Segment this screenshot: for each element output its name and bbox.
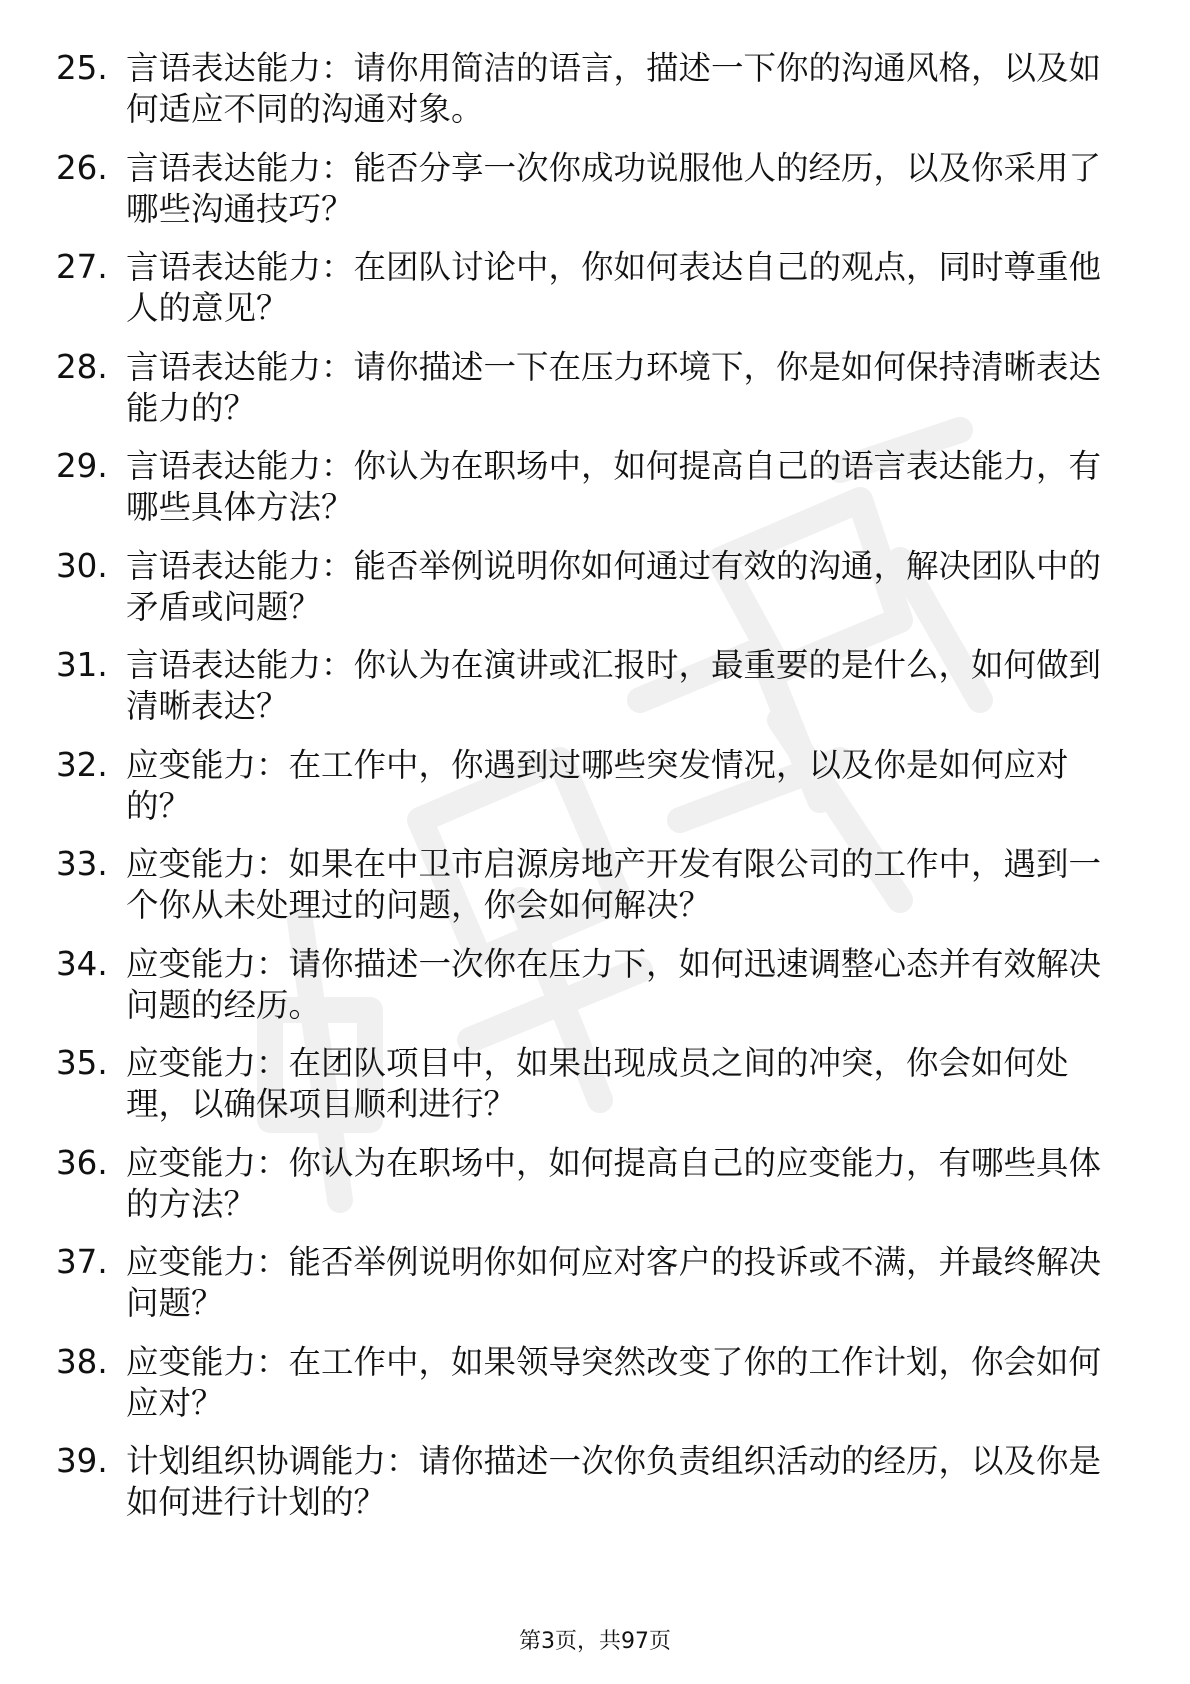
- list-item: [56, 1441, 1116, 1523]
- question-number: 38.: [56, 1342, 108, 1381]
- list-item: [56, 247, 1116, 329]
- question-number: 30.: [56, 546, 108, 585]
- question-number: 26.: [56, 148, 108, 187]
- question-number: 36.: [56, 1143, 108, 1182]
- question-text: 应变能力：在工作中，如果领导突然改变了你的工作计划，你会如何应对？: [126, 1342, 1102, 1422]
- page-footer: [0, 1628, 1190, 1656]
- list-item: [56, 148, 1116, 230]
- question-number: 32.: [56, 745, 108, 784]
- question-text: 应变能力：如果在中卫市启源房地产开发有限公司的工作中，遇到一个你从未处理过的问题，你会如何解决？: [126, 845, 1102, 924]
- list-item: [56, 1342, 1116, 1424]
- list-item: [56, 546, 1116, 628]
- question-number: 28.: [56, 347, 108, 386]
- question-text: 言语表达能力：你认为在演讲或汇报时，最重要的是什么，如何做到清晰表达？: [126, 646, 1102, 725]
- list-item: [56, 745, 1116, 827]
- question-number: 39.: [56, 1442, 108, 1480]
- question-text: 言语表达能力：能否分享一次你成功说服他人的经历，以及你采用了哪些沟通技巧？: [126, 148, 1102, 228]
- question-number: 27.: [56, 248, 108, 286]
- question-number: 33.: [56, 845, 108, 883]
- list-item: [56, 347, 1116, 429]
- list-item: [56, 1043, 1116, 1125]
- question-text: 言语表达能力：能否举例说明你如何通过有效的沟通，解决团队中的矛盾或问题？: [126, 546, 1102, 626]
- question-number: 37.: [56, 1243, 108, 1281]
- page-number-label: 第3页，共97页: [519, 1629, 671, 1654]
- question-text: 应变能力：能否举例说明你如何应对客户的投诉或不满，并最终解决问题？: [126, 1243, 1102, 1322]
- question-text: 言语表达能力：在团队讨论中，你如何表达自己的观点，同时尊重他人的意见？: [126, 248, 1102, 327]
- question-number: 34.: [56, 944, 108, 983]
- list-item: [56, 844, 1116, 926]
- question-text: 计划组织协调能力：请你描述一次你负责组织活动的经历，以及你是如何进行计划的？: [126, 1442, 1102, 1521]
- question-text: 言语表达能力：你认为在职场中，如何提高自己的语言表达能力，有哪些具体方法？: [126, 447, 1102, 526]
- list-item: [56, 446, 1116, 528]
- question-text: 言语表达能力：请你用简洁的语言，描述一下你的沟通风格，以及如何适应不同的沟通对象。: [126, 49, 1102, 128]
- question-text: 应变能力：你认为在职场中，如何提高自己的应变能力，有哪些具体的方法？: [126, 1143, 1102, 1223]
- question-list: [56, 48, 1116, 1541]
- question-text: 应变能力：请你描述一次你在压力下，如何迅速调整心态并有效解决问题的经历。: [126, 944, 1102, 1024]
- question-number: 25.: [56, 49, 108, 87]
- question-number: 31.: [56, 646, 108, 684]
- question-number: 35.: [56, 1044, 108, 1082]
- list-item: [56, 645, 1116, 727]
- question-text: 言语表达能力：请你描述一下在压力环境下，你是如何保持清晰表达能力的？: [126, 347, 1102, 427]
- list-item: [56, 944, 1116, 1026]
- question-text: 应变能力：在团队项目中，如果出现成员之间的冲突，你会如何处理，以确保项目顺利进行？: [126, 1044, 1069, 1123]
- list-item: [56, 1242, 1116, 1324]
- list-item: [56, 48, 1116, 130]
- list-item: [56, 1143, 1116, 1225]
- question-text: 应变能力：在工作中，你遇到过哪些突发情况，以及你是如何应对的？: [126, 745, 1069, 825]
- question-number: 29.: [56, 447, 108, 485]
